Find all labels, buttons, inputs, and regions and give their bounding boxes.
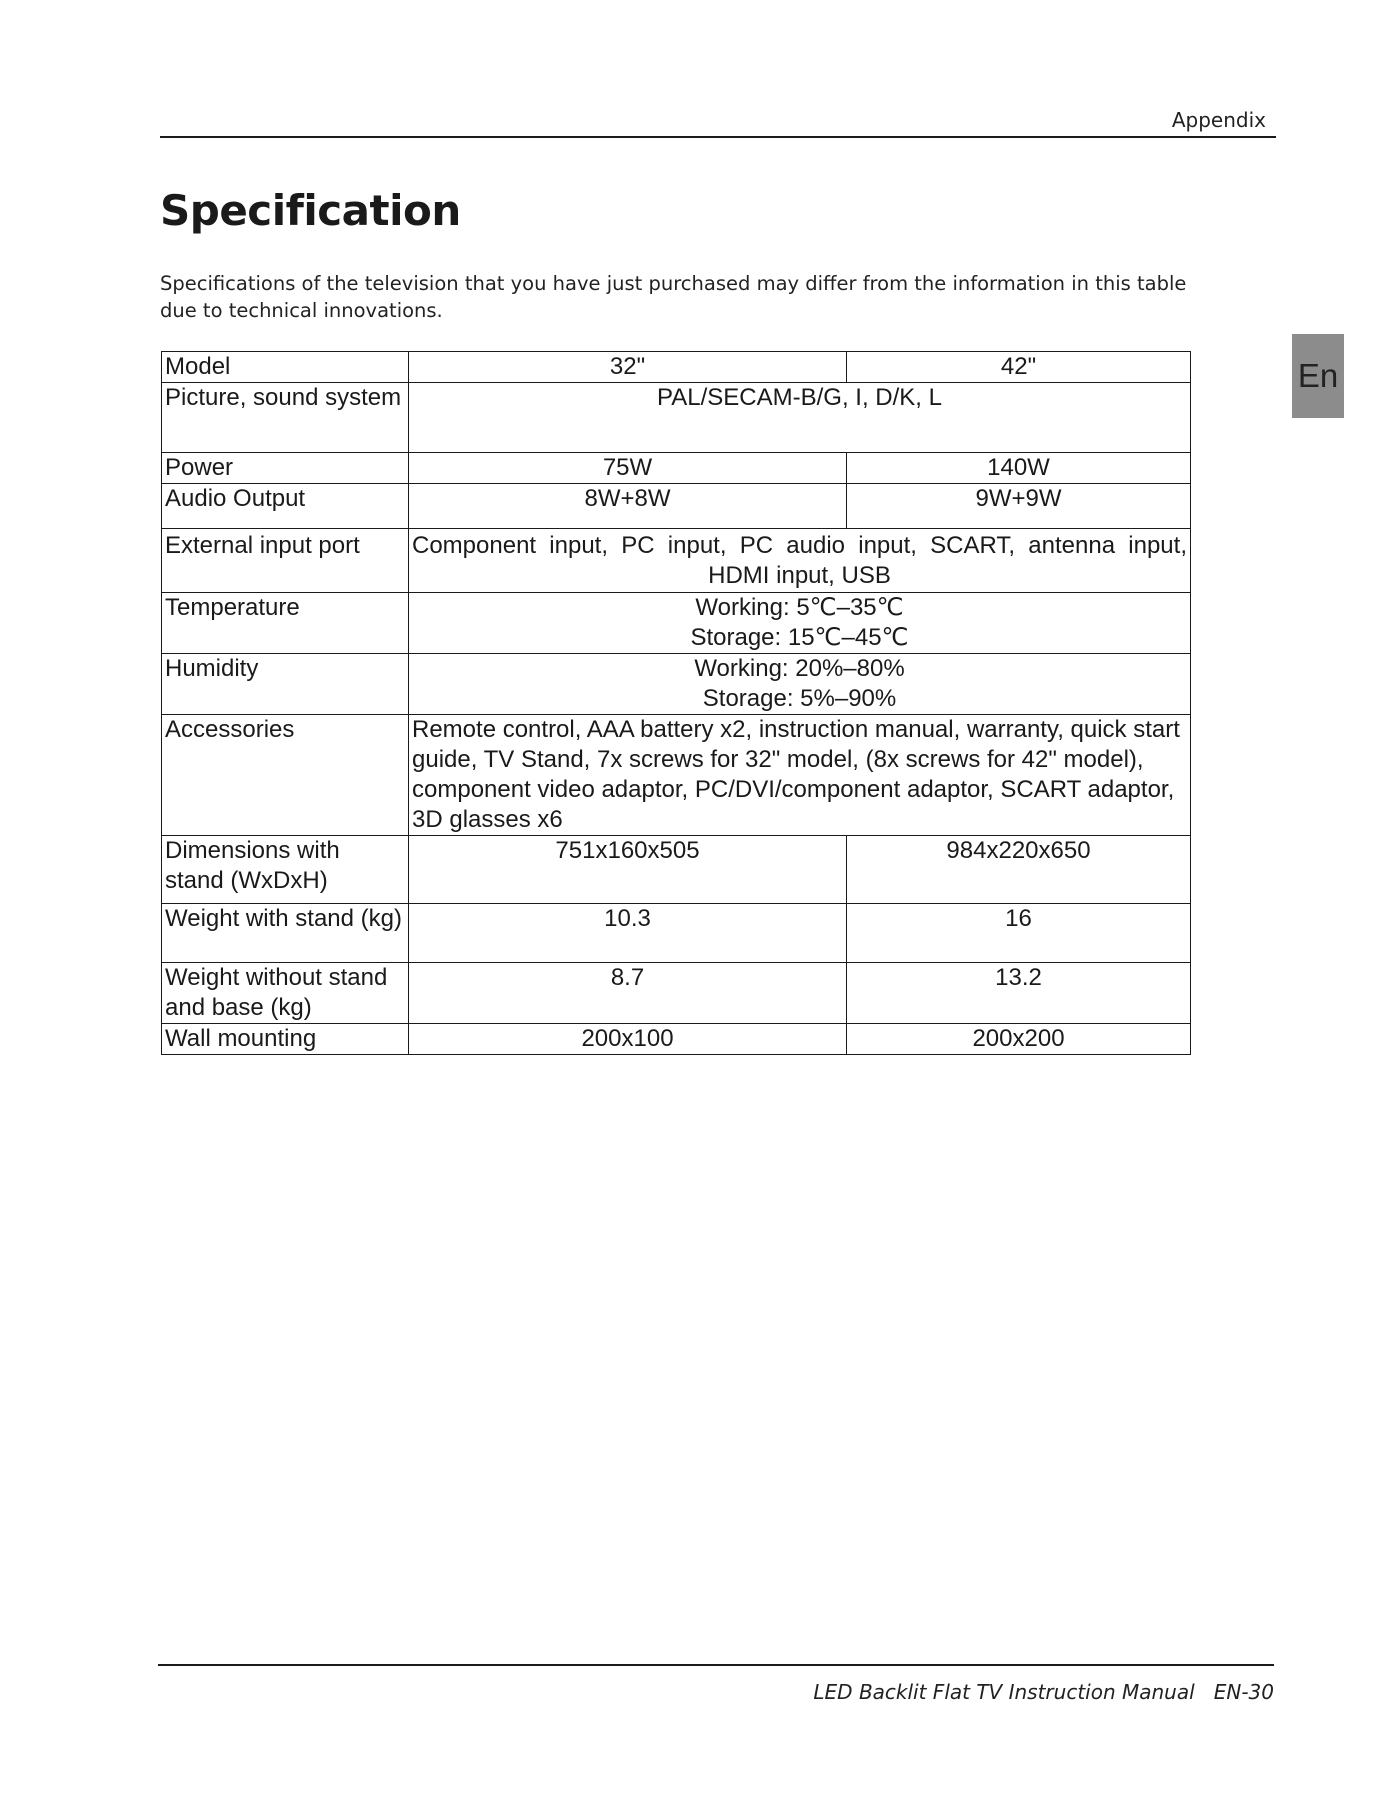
dimensions-32-cell: 751x160x505 (409, 836, 847, 904)
row-label: Dimensions with stand (WxDxH) (162, 836, 409, 904)
humidity-storage: Storage: 5%–90% (702, 685, 897, 712)
table-row-picture-sound (162, 383, 1191, 453)
table-row-humidity (162, 654, 1191, 715)
table-row-power (162, 453, 1191, 484)
row-label: Wall mounting (162, 1024, 409, 1055)
model-42-cell: 42" (847, 352, 1191, 383)
language-tab: En (1292, 334, 1344, 418)
page-footer (813, 1680, 1274, 1704)
model-32-cell: 32" (409, 352, 847, 383)
table-row-audio-output (162, 484, 1191, 529)
external-input-value: Component input, PC input, PC audio input, SCART, antenna input, HDMI input, USB (409, 529, 1191, 593)
table-row-external-input (162, 529, 1191, 593)
temperature-working: Working: 5℃–35℃ (695, 594, 904, 621)
specification-table (161, 351, 1191, 1055)
table-row-weight-with-stand (162, 904, 1191, 963)
intro-paragraph: Specifications of the television that you have just purchased may differ from the information in this table due to technical innovations. (160, 272, 1187, 322)
table-row-wall-mounting (162, 1024, 1191, 1055)
row-label: Temperature (162, 593, 409, 654)
table-row-dimensions (162, 836, 1191, 904)
wall-42-cell: 200x200 (847, 1024, 1191, 1055)
weight-nostand-32-cell: 8.7 (409, 963, 847, 1024)
audio-42-cell: 9W+9W (847, 484, 1191, 529)
row-label: Power (162, 453, 409, 484)
row-label: External input port (162, 529, 409, 593)
row-label: Accessories (162, 715, 409, 836)
weight-nostand-42-cell: 13.2 (847, 963, 1191, 1024)
dimensions-42-cell: 984x220x650 (847, 836, 1191, 904)
weight-stand-32-cell: 10.3 (409, 904, 847, 963)
row-label: Humidity (162, 654, 409, 715)
row-label: Weight with stand (kg) (162, 904, 409, 963)
section-header: Appendix (1171, 108, 1266, 132)
page-number: EN-30 (1213, 1680, 1274, 1704)
power-32-cell: 75W (409, 453, 847, 484)
row-label: Audio Output (162, 484, 409, 529)
footer-divider (158, 1664, 1274, 1666)
row-label: Picture, sound system (162, 383, 409, 453)
accessories-value: Remote control, AAA battery x2, instruction manual, warranty, quick start guide, TV Stand, 7x screws for 32" model, (8x screws for 42" model), component video adaptor, PC/DVI/component adaptor, SCART adaptor, 3D glasses x6 (409, 715, 1191, 836)
weight-stand-42-cell: 16 (847, 904, 1191, 963)
power-42-cell: 140W (847, 453, 1191, 484)
row-label: Weight without stand and base (kg) (162, 963, 409, 1024)
humidity-working: Working: 20%–80% (694, 655, 905, 682)
table-row-accessories (162, 715, 1191, 836)
header-divider (160, 136, 1276, 138)
row-label: Model (162, 352, 409, 383)
table-row-temperature (162, 593, 1191, 654)
table-row-model (162, 352, 1191, 383)
picture-sound-value: PAL/SECAM-B/G, I, D/K, L (409, 383, 1191, 453)
audio-32-cell: 8W+8W (409, 484, 847, 529)
temperature-value (409, 593, 1191, 654)
table-row-weight-without-stand (162, 963, 1191, 1024)
wall-32-cell: 200x100 (409, 1024, 847, 1055)
temperature-storage: Storage: 15℃–45℃ (690, 624, 909, 651)
page-title: Specification (160, 186, 461, 235)
manual-title: LED Backlit Flat TV Instruction Manual (813, 1680, 1195, 1704)
humidity-value (409, 654, 1191, 715)
